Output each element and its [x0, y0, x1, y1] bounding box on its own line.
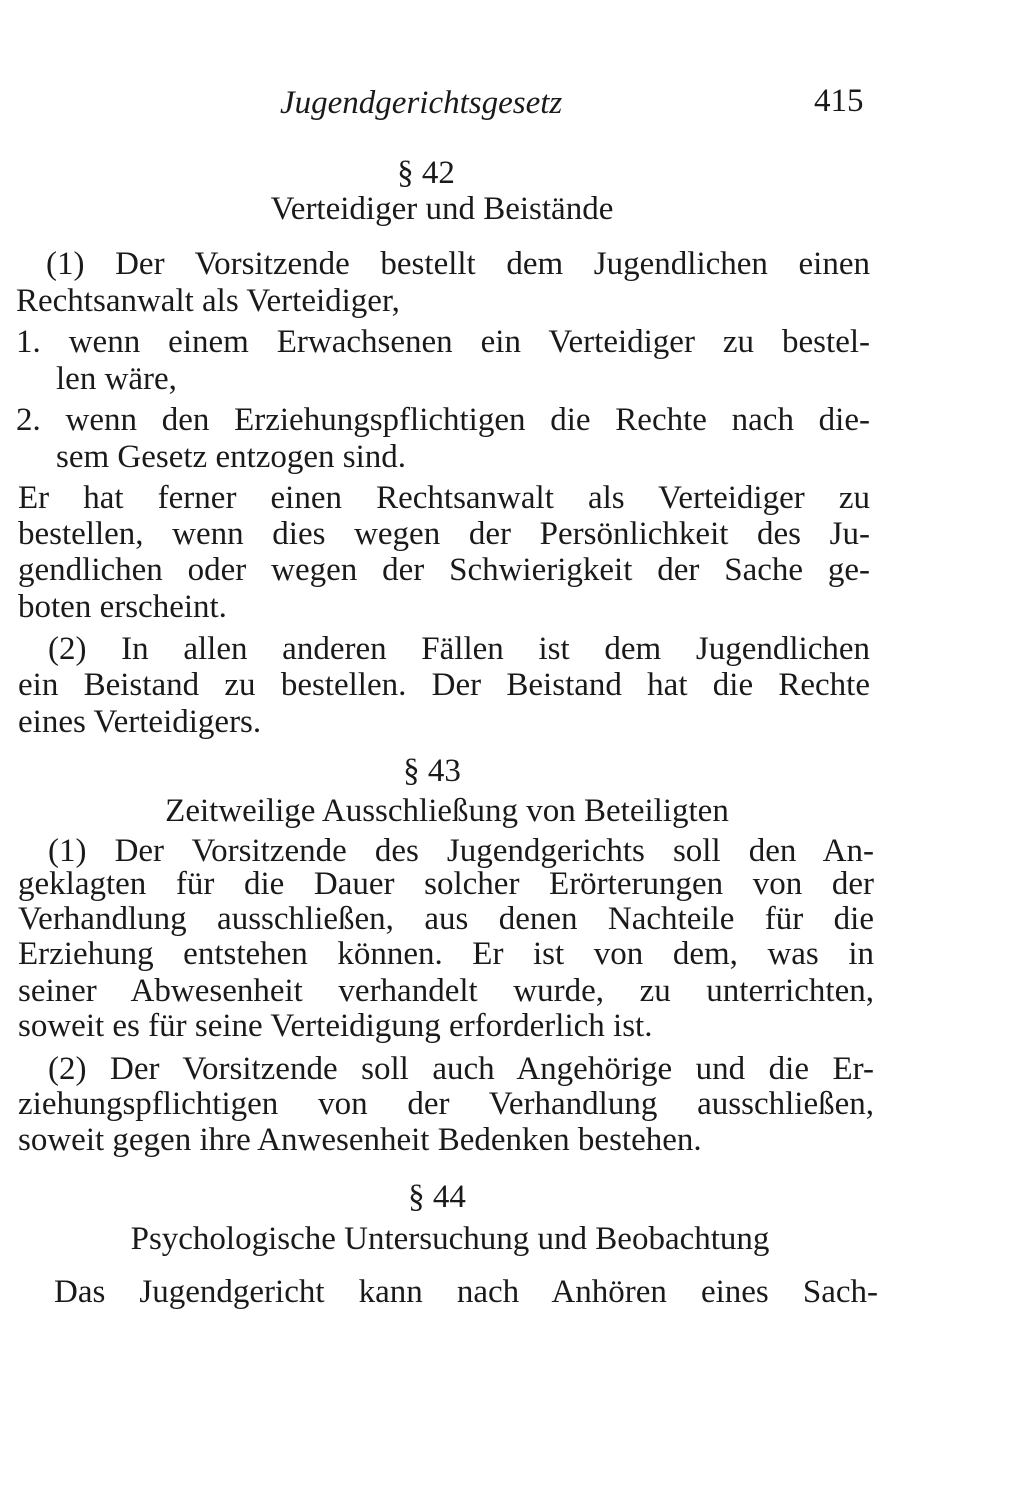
section-43-line: seiner Abwesenheit verhandelt wurde, zu unterrichten,	[18, 973, 874, 1009]
section-43-title: Zeitweilige Ausschließung von Beteiligten	[165, 793, 729, 829]
section-42-line: sem Gesetz entzogen sind.	[56, 439, 407, 475]
section-43-line: Erziehung entstehen können. Er ist von dem, was in	[18, 936, 874, 972]
section-43-number: § 43	[403, 753, 461, 789]
section-43-line: (2) Der Vorsitzende soll auch Angehörige und die Er-	[48, 1051, 874, 1087]
section-42-line: len wäre,	[56, 361, 177, 397]
section-42-line: bestellen, wenn dies wegen der Persönlichkeit des Ju-	[18, 516, 870, 552]
section-42-line: Rechtsanwalt als Verteidiger,	[16, 283, 400, 319]
section-42-line: gendlichen oder wegen der Schwierigkeit der Sache ge-	[18, 552, 870, 588]
section-43-line: soweit gegen ihre Anwesenheit Bedenken bestehen.	[18, 1122, 702, 1158]
section-42-line: (2) In allen anderen Fällen ist dem Jugendlichen	[48, 631, 870, 667]
section-42-line: eines Verteidigers.	[18, 704, 262, 740]
section-44-line: Das Jugendgericht kann nach Anhören eines Sach-	[54, 1274, 878, 1310]
section-42-number: § 42	[397, 155, 455, 191]
section-42-line: Er hat ferner einen Rechtsanwalt als Verteidiger zu	[18, 480, 870, 516]
section-42-line: boten erscheint.	[18, 589, 227, 625]
section-42-line: (1) Der Vorsitzende bestellt dem Jugendlichen einen	[46, 246, 870, 282]
section-42-line: ein Beistand zu bestellen. Der Beistand hat die Rechte	[18, 667, 870, 703]
running-header-title: Jugendgerichtsgesetz	[280, 85, 563, 121]
section-42-line: 1. wenn einem Erwachsenen ein Verteidiger zu bestel-	[16, 324, 870, 360]
section-43-line: ziehungspflichtigen von der Verhandlung ausschließen,	[18, 1086, 874, 1122]
section-42-line: 2. wenn den Erziehungspflichtigen die Rechte nach die-	[16, 402, 870, 438]
section-44-number: § 44	[408, 1179, 466, 1215]
section-43-line: soweit es für seine Verteidigung erforderlich ist.	[18, 1008, 653, 1044]
section-44-title: Psychologische Untersuchung und Beobachtung	[130, 1221, 770, 1257]
section-43-line: geklagten für die Dauer solcher Erörterungen von der	[18, 866, 874, 902]
section-43-line: (1) Der Vorsitzende des Jugendgerichts soll den An-	[48, 833, 874, 869]
section-43-line: Verhandlung ausschließen, aus denen Nachteile für die	[18, 901, 874, 937]
section-42-title: Verteidiger und Beistände	[270, 191, 614, 227]
page-number: 415	[814, 83, 864, 119]
